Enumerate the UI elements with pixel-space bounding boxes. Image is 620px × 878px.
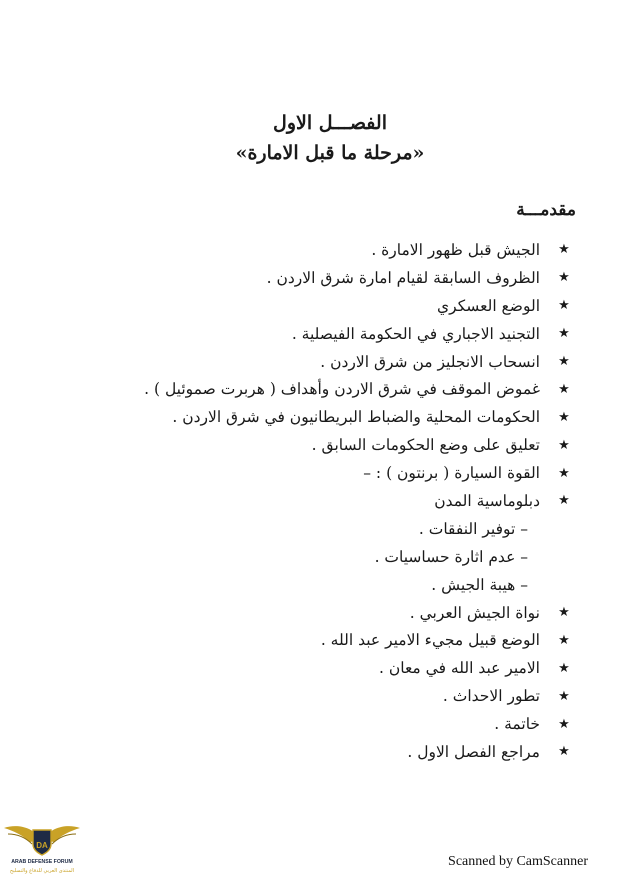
chapter-subtitle: «مرحلة ما قبل الامارة» — [235, 142, 425, 164]
star-bullet-icon: ★ — [558, 493, 570, 509]
list-item-text: تطور الاحداث . — [442, 687, 540, 706]
list-item — [134, 264, 574, 292]
star-bullet-icon: ★ — [558, 298, 570, 314]
sub-list-item-text: – توفير النفقات . — [418, 519, 528, 538]
list-item — [134, 403, 574, 431]
list-item-text: التجنيد الاجباري في الحكومة الفيصلية . — [291, 324, 540, 343]
list-item-text: خاتمة . — [494, 715, 540, 734]
list-item — [134, 626, 574, 654]
list-item — [134, 682, 574, 710]
star-bullet-icon: ★ — [558, 660, 570, 676]
star-bullet-icon: ★ — [558, 632, 570, 648]
list-item-text: الوضع قبيل مجيء الامير عبد الله . — [320, 631, 540, 650]
star-bullet-icon: ★ — [558, 326, 570, 342]
list-item-text: الوضع العسكري — [437, 296, 540, 315]
list-item — [134, 654, 574, 682]
list-item-text: القوة السيارة ( برنتون ) : – — [363, 464, 540, 483]
list-item — [134, 710, 574, 738]
list-item-text: انسحاب الانجليز من شرق الاردن . — [320, 352, 540, 371]
list-item-text: غموض الموقف في شرق الاردن وأهداف ( هربرت صموئيل ) . — [144, 380, 540, 399]
star-bullet-icon: ★ — [558, 242, 570, 258]
list-item — [134, 348, 574, 376]
list-item-text: الجيش قبل ظهور الامارة . — [371, 240, 540, 259]
sub-list-item — [134, 543, 574, 571]
star-bullet-icon: ★ — [558, 688, 570, 704]
star-bullet-icon: ★ — [558, 465, 570, 481]
list-item — [134, 599, 574, 627]
list-item — [134, 487, 574, 515]
list-item — [134, 738, 574, 766]
list-item-text: الظروف السابقة لقيام امارة شرق الاردن . — [266, 268, 540, 287]
list-item — [134, 236, 574, 264]
star-bullet-icon: ★ — [558, 354, 570, 369]
section-heading: مقدمـــة — [516, 200, 576, 220]
scanner-watermark: Scanned by CamScanner — [448, 854, 588, 869]
list-item — [134, 292, 574, 320]
logo-name-en: ARAB DEFENSE FORUM — [11, 859, 73, 865]
arab-defense-forum-logo — [2, 818, 82, 876]
star-bullet-icon: ★ — [558, 409, 570, 425]
star-bullet-icon: ★ — [558, 744, 570, 760]
sub-list-item — [134, 571, 574, 599]
sub-list-item-text: – عدم اثارة حساسيات . — [374, 547, 528, 566]
chapter-title: الفصـــل الاول — [273, 112, 387, 134]
logo-initials: DA — [36, 841, 48, 850]
list-item — [134, 320, 574, 348]
sub-list-item — [134, 515, 574, 543]
list-item-text: نواة الجيش العربي . — [409, 603, 540, 622]
star-bullet-icon: ★ — [558, 437, 570, 453]
contents-list — [134, 236, 574, 766]
star-bullet-icon: ★ — [558, 605, 570, 621]
list-item-text: مراجع الفصل الاول . — [407, 742, 540, 761]
list-item — [134, 375, 574, 403]
list-item-text: دبلوماسية المدن — [434, 491, 540, 510]
list-item-text: تعليق على وضع الحكومات السابق . — [311, 436, 540, 455]
star-bullet-icon: ★ — [558, 716, 570, 732]
list-item — [134, 431, 574, 459]
list-item-text: الامير عبد الله في معان . — [379, 659, 540, 678]
list-item — [134, 459, 574, 487]
list-item-text: الحكومات المحلية والضباط البريطانيون في شرق الاردن . — [172, 408, 540, 427]
logo-name-ar: المنتدى العربي للدفاع والتسليح — [9, 868, 75, 874]
star-bullet-icon: ★ — [558, 270, 570, 286]
sub-list-item-text: – هيبة الجيش . — [431, 575, 528, 594]
star-bullet-icon: ★ — [558, 381, 570, 397]
